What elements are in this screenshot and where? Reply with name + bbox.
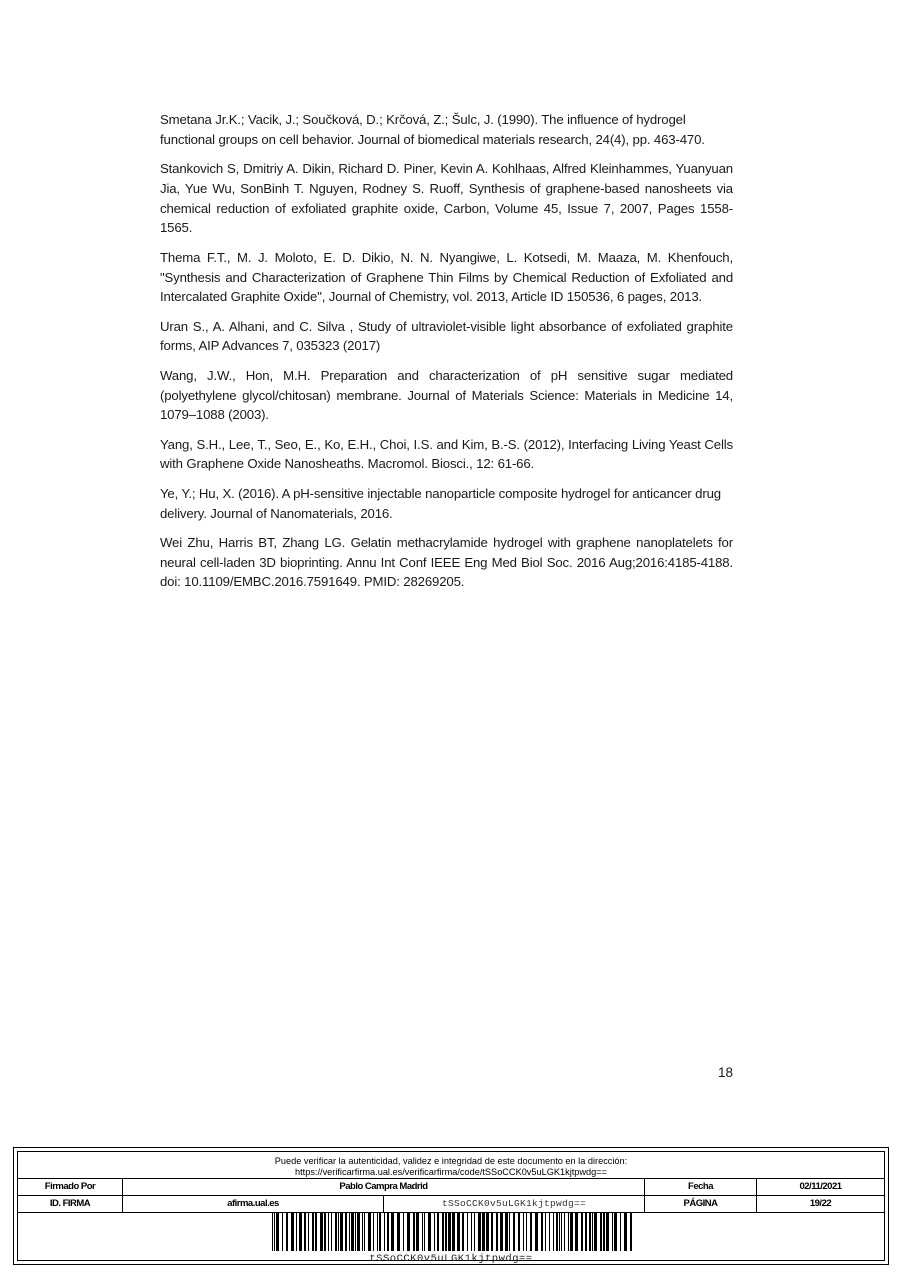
barcode-image [272,1213,636,1251]
reference-entry: Yang, S.H., Lee, T., Seo, E., Ko, E.H., Choi, I.S. and Kim, B.-S. (2012), Interfacing Living Yeast Cells with Graphene Oxide Nanosheaths. Macromol. Biosci., 12: 61-66. [160,436,733,472]
signed-by-value: Pablo Campra Madrid [123,1179,645,1195]
signature-verification-box [13,1147,889,1265]
reference-entry: Uran S., A. Alhani, and C. Silva , Study of ultraviolet-visible light absorbance of exfoliated graphite forms, AIP Advances 7, 035323 (2017) [160,318,733,354]
reference-entry: Wei Zhu, Harris BT, Zhang LG. Gelatin methacrylamide hydrogel with graphene nanoplatelets for neural cell-laden 3D bioprinting. Annu Int Conf IEEE Eng Med Biol Soc. 2016 Aug;2016:4185-4188. doi: 10.1109/EMBC.2016.7591649. PMID: 28269205. [160,534,733,590]
reference-entry: Ye, Y.; Hu, X. (2016). A pH-sensitive injectable nanoparticle composite hydrogel for anticancer drug delivery. Journal of Nanomaterials, 2016. [160,485,721,521]
page-label: PÁGINA [645,1196,757,1212]
date-label: Fecha [645,1179,757,1195]
date-value: 02/11/2021 [799,1181,842,1192]
reference-entry: Thema F.T., M. J. Moloto, E. D. Dikio, N. N. Nyangiwe, L. Kotsedi, M. Maaza, M. Khenfouch, "Synthesis and Characterization of Graphene Thin Films by Chemical Reduction of Exfoliated and Intercalated Graphite Oxide", Journal of Chemistry, vol. 2013, Article ID 150536, 6 pages, 2013. [160,249,733,305]
reference-entry: Stankovich S, Dmitriy A. Dikin, Richard D. Piner, Kevin A. Kohlhaas, Alfred Kleinhammes, Yuanyuan Jia, Yue Wu, SonBinh T. Nguyen, Rodney S. Ruoff, Synthesis of graphene-based nanosheets via chemical reduction of exfoliated graphite oxide, Carbon, Volume 45, Issue 7, 2007, Pages 1558-1565. [160,161,733,236]
reference-entry: Smetana Jr.K.; Vacik, J.; Součková, D.; Krčová, Z.; Šulc, J. (1990). The influence of hydrogel functional groups on cell behavior. Journal of biomedical materials research, 24(4), pp. 463-470. [160,112,705,147]
reference-entry: Wang, J.W., Hon, M.H. Preparation and characterization of pH sensitive sugar mediated (polyethylene glycol/chitosan) membrane. Journal of Materials Science: Materials in Medicine 14, 1079–1088 (2003). [160,367,733,423]
page-value: 19/22 [809,1198,832,1209]
signature-id-row [18,1196,884,1213]
signature-id-label: ID. FIRMA [18,1196,123,1212]
signature-verification-inner [17,1151,885,1265]
signed-by-row [18,1179,884,1196]
signed-by-label: Firmado Por [18,1179,123,1195]
references-list [160,110,733,602]
page-number: 18 [717,1065,733,1080]
signature-code: tSSoCCK0v5uLGK1kjtpwdg== [384,1196,645,1212]
verification-notice [18,1152,884,1179]
verification-text: Puede verificar la autenticidad, validez e integridad de este documento en la dirección: [274,1156,628,1166]
barcode-caption: tSSoCCK0v5uLGK1kjtpwdg== [369,1253,533,1265]
signature-host: afirma.ual.es [123,1196,384,1212]
verification-url[interactable]: https://verificarfirma.ual.es/verificarfirma/code/tSSoCCK0v5uLGK1kjtpwdg== [295,1166,607,1177]
